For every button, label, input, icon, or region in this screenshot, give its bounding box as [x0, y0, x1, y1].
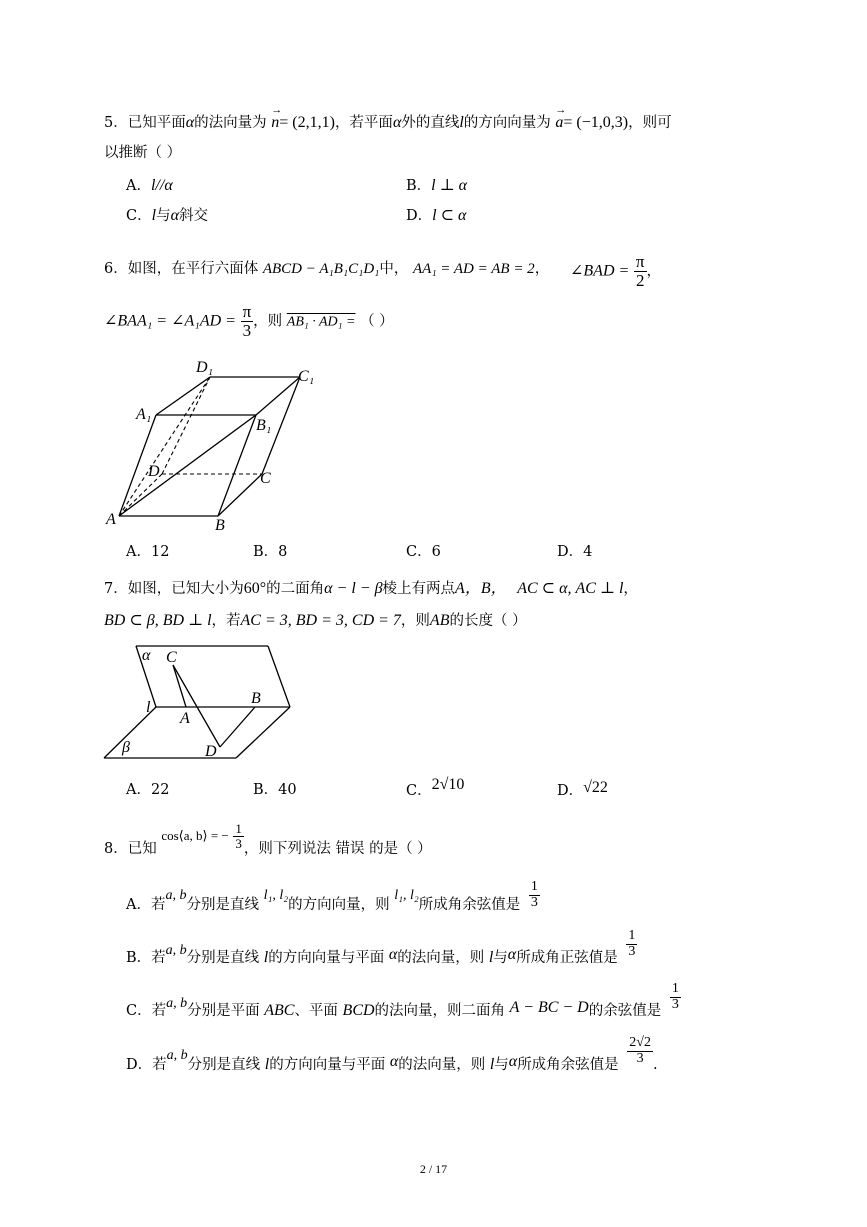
label-C: C — [260, 470, 271, 487]
q8-stem: 8．已知 cos⟨a, b⟩ = − $\frac{1}{3}$ ，则下列说法 错误 的是（ ） — [104, 821, 432, 858]
label-alpha: α — [142, 647, 151, 664]
label-D: D — [148, 463, 160, 480]
label-A1: A₁ — [136, 406, 152, 423]
q5-option-d: D．l ⊂ α — [406, 207, 467, 224]
dot-product-expr: AB₁ · AD₁ = — [286, 314, 356, 330]
q8-option-a: A．若a, b分别是直线 l₁, l₂的方向向量，则 l₁, l₂所成角余弦值是 $\frac{1}{3}$ — [126, 879, 538, 914]
a-vector: → a — [555, 104, 567, 131]
q6-line2: ∠BAA₁ = ∠A₁AD = $\frac{\pi}{3}$ ，则 AB₁ · AD₁ = （ ） — [104, 302, 394, 340]
q5-option-c: C．l与α斜交 — [126, 207, 208, 224]
label-C1: C₁ — [298, 368, 315, 385]
parallelepiped-figure — [100, 352, 340, 538]
cos-expression: cos⟨a, b⟩ = − — [161, 828, 229, 844]
q8-option-b: B．若a, b分别是直线 l的方向向量与平面 α的法向量，则 l与α所成角正弦值是 $\frac{1}{3}$ — [126, 928, 636, 967]
q5-option-a: A．l//α — [126, 177, 173, 194]
q6-line1: 6．如图，在平行六面体 ABCD − A₁B₁C₁D₁中， AA₁ = AD = AB = 2， — [104, 261, 550, 277]
q7-option-d: D．√22 — [557, 779, 608, 799]
label-A: A — [180, 710, 190, 727]
label-B1: B₁ — [256, 417, 272, 434]
q7-line1: 7．如图，已知大小为60°的二面角α − l − β棱上有两点A，B， AC ⊂ α, AC ⊥ l， — [104, 580, 638, 597]
label-A: A — [106, 511, 116, 528]
q6-option-b: B．8 — [253, 544, 288, 560]
q7-option-c: C．2√10 — [406, 776, 465, 799]
q8-option-c: C．若a, b分别是平面 ABC、平面 BCD的法向量，则二面角 A − BC − D的余弦值是 $\frac{1}{3}$ — [126, 981, 679, 1020]
n-vector: → n — [271, 104, 283, 131]
q5-number: 5．已知平面 — [104, 115, 186, 131]
label-B: B — [215, 517, 225, 534]
q6-option-d: D．4 — [557, 544, 593, 560]
q6-option-c: C．6 — [406, 544, 441, 560]
dihedral-angle-figure — [100, 640, 300, 765]
q8-option-d: D．若a, b分别是直线 l的方向向量与平面 α的法向量，则 l与α所成角余弦值是 $\frac{2√2}{3}$ . — [126, 1035, 658, 1074]
q7-option-a: A．22 — [126, 782, 170, 798]
q5-line1: 5．已知平面α的法向量为 → n= (2,1,1)，若平面α外的直线l的方向向量为 → a= (−1,0,3)，则可 — [104, 104, 672, 131]
q6-option-a: A．12 — [126, 544, 170, 560]
label-B: B — [251, 690, 261, 707]
q7-option-b: B．40 — [253, 782, 297, 798]
q7-line2: BD ⊂ β, BD ⊥ l，若AC = 3, BD = 3, CD = 7，则AB的长度（ ） — [104, 612, 527, 629]
label-D: D — [205, 743, 217, 760]
label-beta: β — [122, 739, 130, 756]
page-number: 2 / 17 — [419, 1162, 448, 1176]
label-l: l — [146, 699, 151, 716]
q5-line2: 以推断（ ） — [104, 145, 182, 161]
label-C: C — [166, 649, 177, 666]
q6-angle-bad: ∠BAD = $\frac{\pi}{2}$ ， — [570, 252, 662, 290]
label-D1: D₁ — [196, 359, 214, 376]
q5-option-b: B．l ⊥ α — [406, 177, 468, 194]
